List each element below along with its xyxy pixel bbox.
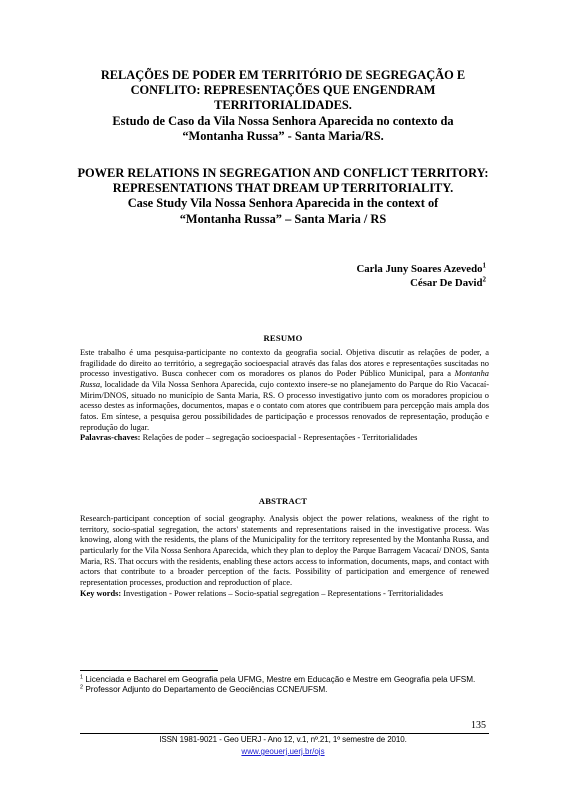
footnote-2 [80,685,490,695]
abstract-heading: ABSTRACT [258,496,308,506]
footnote-mark: 2 [482,275,486,284]
resumo-text-2: , localidade da Vila Nossa Senhora Aparecida, cujo contexto insere-se no planejamento do Parque do Rio Vacacaí-Mirim/DNOS, situado no município de Santa Maria, RS. O processo investigativo junto com os moradores propiciou o acesso destes as informações, documentos, mapas e o contato com atores que contribuem para percepção mais ampla dos fatos. Em síntese, a pesquisa gerou possibilidades de participação e processos renovados de representação, produção e reprodução do lugar. [80,379,489,432]
author-name: Carla Juny Soares Azevedo [356,263,483,275]
keywords-text: Investigation - Power relations – Socio-spatial segregation – Representations - Territorialidades [121,588,444,598]
page-number: 135 [471,720,486,731]
title-en-subtitle-line1: Case Study Vila Nossa Senhora Aparecida in the context of [127,196,439,211]
author-2 [356,276,486,290]
title-english [70,166,496,227]
journal-url-link[interactable]: www.geouerj.uerj.br/ojs [241,747,325,756]
author-list [356,262,486,290]
resumo-text-italic: Montanha Russa [80,369,489,389]
footnote-mark: 1 [482,261,486,270]
resumo-text-1: Este trabalho é uma pesquisa-participante no contexto da geografia social. Objetiva discutir as relações de poder, a fragilidade do direito ao território, a segregação socioespacial através das falas dos atores e representações suscitadas no processo investigativo. Busca conhecer com os moradores os planos do Poder Público Municipal, para a [80,348,489,379]
footnotes [80,675,490,695]
title-portuguese [70,68,496,144]
journal-citation: ISSN 1981-9021 - Geo UERJ - Ano 12, v.1, nº.21, 1º semestre de 2010. [159,735,407,744]
abstract-keywords [80,589,489,600]
keywords-text: Relações de poder – segregação socioespacial - Representações - Territorialidades [140,433,418,443]
footnote-text: Professor Adjunto do Departamento de Geociências CCNE/UFSM. [83,685,328,695]
author-name: César De David [410,277,483,289]
resumo-section [80,348,489,444]
footnote-mark: 1 [80,674,84,681]
title-en-subtitle-line2: “Montanha Russa” – Santa Maria / RS [179,211,387,226]
footnote-mark: 2 [80,684,84,691]
title-pt-subtitle-line1: Estudo de Caso da Vila Nossa Senhora Aparecida no contexto da [112,113,454,128]
abstract-section [80,514,489,599]
footnote-divider [80,670,218,671]
title-pt-subtitle-line2: “Montanha Russa” - Santa Maria/RS. [182,128,384,143]
resumo-keywords [80,433,489,444]
footnote-1 [80,675,490,685]
resumo-paragraph [80,348,489,433]
footnote-text: Licenciada e Bacharel em Geografia pela UFMG, Mestre em Educação e Mestre em Geografia pela UFSM. [83,675,476,684]
title-en-main: POWER RELATIONS IN SEGREGATION AND CONFLICT TERRITORY: REPRESENTATIONS THAT DREAM UP TERRITORIALITY. [77,166,489,196]
keywords-label: Key words: [80,588,122,598]
footer-divider [80,733,489,734]
keywords-label: Palavras-chaves: [80,433,141,443]
author-1 [356,262,486,276]
resumo-heading: RESUMO [263,333,303,343]
title-pt-main: RELAÇÕES DE PODER EM TERRITÓRIO DE SEGREGAÇÃO E CONFLITO: REPRESENTAÇÕES QUE ENGENDRAM TERRITORIALIDADES. [100,68,466,113]
abstract-paragraph: Research-participant conception of social geography. Analysis object the power relations, weakness of the right to territory, socio-spatial segregation, the actors' statements and representations raised in the investigative process. Was knowing, along with the residents, the plans of the Municipality for the territory represented by the Montanha Russa, and particularly for the Vila Nossa Senhora Aparecida, which they plan to deploy the Parque Barragem Vacacaí/ DNOS, Santa Maria, RS. That occurs with the residents, enabling these actors access to information, documents, maps, and contact with actors that contribute to a broader perception of the facts. Possibility of participation and emergence of renewed representation processes, production and reproduction of place. [80,514,489,587]
